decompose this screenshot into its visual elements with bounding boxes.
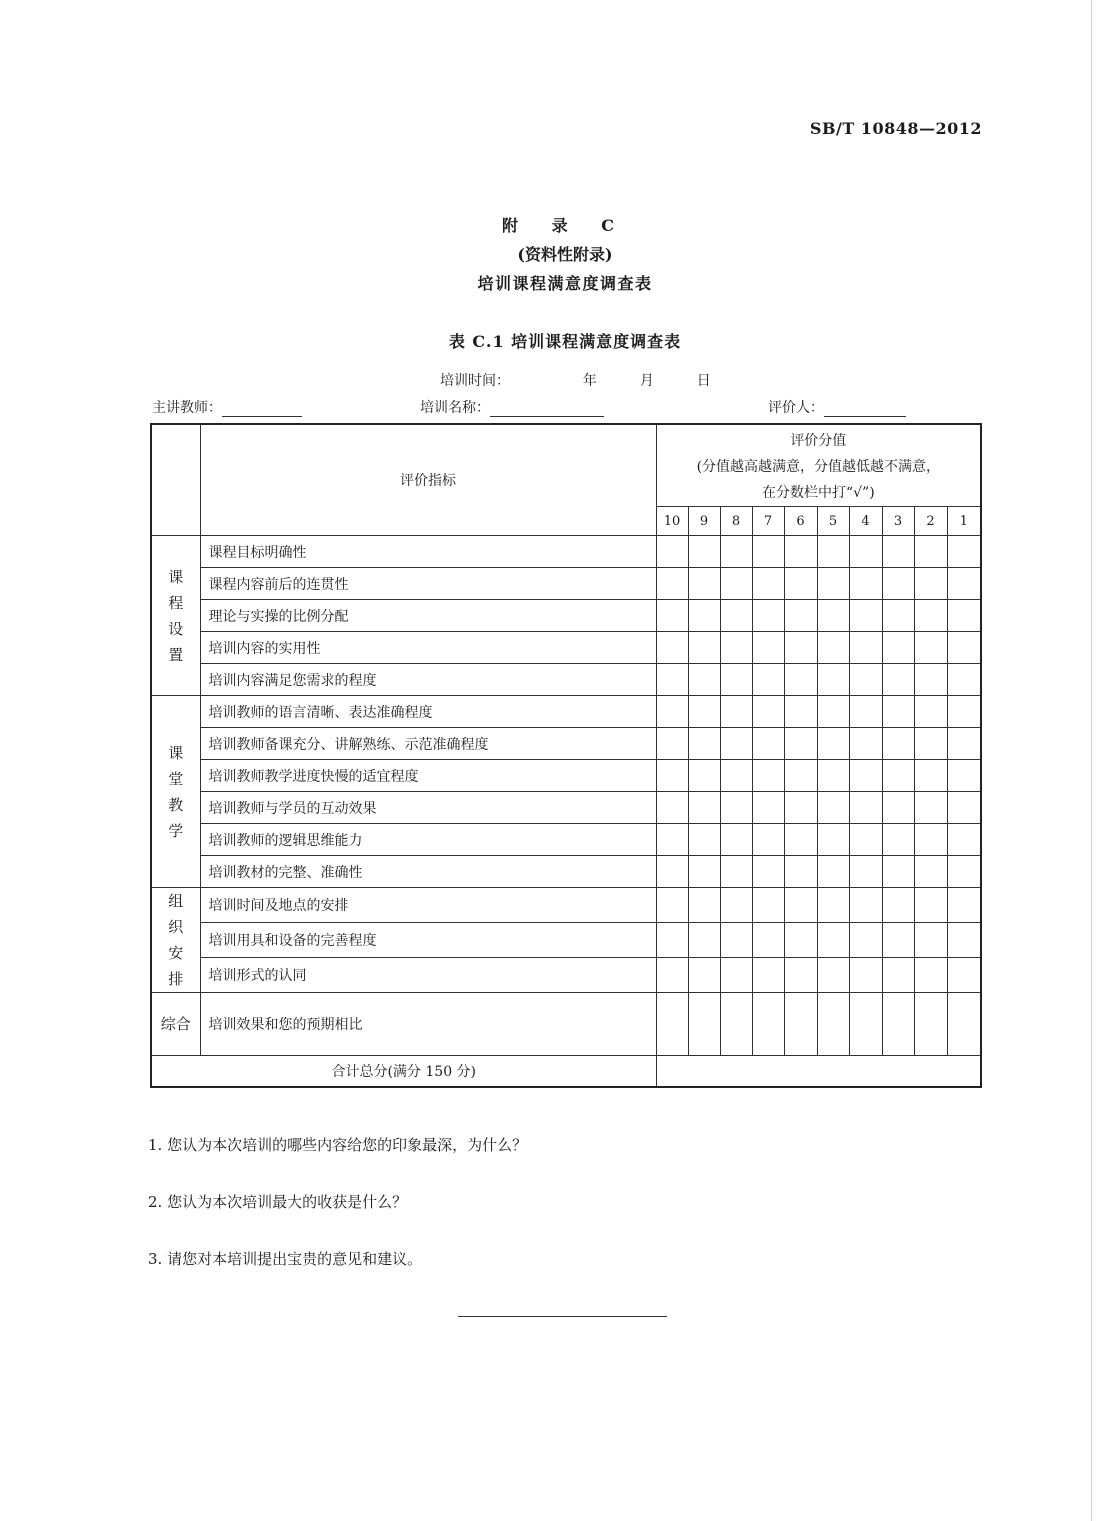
teacher-field xyxy=(152,397,302,417)
evaluator-blank[interactable] xyxy=(824,400,906,417)
criterion-cell: 培训形式的认同 xyxy=(200,958,656,993)
table-row xyxy=(151,696,981,728)
score-cell[interactable] xyxy=(688,993,720,1056)
score-cell[interactable] xyxy=(947,923,981,958)
table-row xyxy=(151,632,981,664)
criterion-cell: 培训教师与学员的互动效果 xyxy=(200,792,656,824)
score-cell[interactable] xyxy=(817,632,849,664)
score-header-line-1: 评价分值 xyxy=(790,433,847,449)
score-cell[interactable] xyxy=(784,600,817,632)
category-char: 组 xyxy=(168,892,184,910)
score-cell[interactable] xyxy=(752,923,784,958)
score-number: 7 xyxy=(752,507,784,536)
score-cell[interactable] xyxy=(817,600,849,632)
score-header-line-2: (分值越高越满意，分值越低越不满意， xyxy=(696,459,941,475)
category-cell xyxy=(151,993,200,1056)
score-cell[interactable] xyxy=(817,728,849,760)
score-cell[interactable] xyxy=(752,792,784,824)
table-row xyxy=(151,536,981,568)
score-cell[interactable] xyxy=(817,536,849,568)
appendix-title: 附 录 C xyxy=(502,216,628,235)
score-cell[interactable] xyxy=(688,536,720,568)
score-cell[interactable] xyxy=(656,696,688,728)
score-cell[interactable] xyxy=(882,536,914,568)
criterion-cell: 理论与实操的比例分配 xyxy=(200,600,656,632)
score-cell[interactable] xyxy=(817,568,849,600)
score-cell[interactable] xyxy=(849,568,882,600)
score-cell[interactable] xyxy=(720,664,752,696)
score-cell[interactable] xyxy=(656,632,688,664)
score-cell[interactable] xyxy=(688,792,720,824)
evaluator-field xyxy=(768,397,906,417)
score-cell[interactable] xyxy=(720,696,752,728)
score-cell[interactable] xyxy=(882,696,914,728)
score-cell[interactable] xyxy=(914,728,947,760)
criterion-cell: 培训教材的完整、准确性 xyxy=(200,856,656,888)
score-cell[interactable] xyxy=(849,760,882,792)
score-cell[interactable] xyxy=(720,760,752,792)
table-title: 表 C.1 培训课程满意度调查表 xyxy=(448,332,682,351)
score-cell[interactable] xyxy=(688,824,720,856)
appendix-name: 培训课程满意度调查表 xyxy=(477,274,653,293)
score-cell[interactable] xyxy=(817,792,849,824)
header-corner xyxy=(151,424,200,536)
score-cell[interactable] xyxy=(817,824,849,856)
score-cell[interactable] xyxy=(914,760,947,792)
score-cell[interactable] xyxy=(720,792,752,824)
score-number: 1 xyxy=(947,507,981,536)
table-row xyxy=(151,888,981,923)
category-cell xyxy=(151,696,200,888)
table-row xyxy=(151,664,981,696)
score-cell[interactable] xyxy=(720,568,752,600)
category-char: 程 xyxy=(168,593,184,612)
course-label: 培训名称： xyxy=(420,400,490,416)
score-cell[interactable] xyxy=(914,568,947,600)
table-row xyxy=(151,728,981,760)
criterion-cell: 培训用具和设备的完善程度 xyxy=(200,923,656,958)
score-cell[interactable] xyxy=(720,824,752,856)
score-cell[interactable] xyxy=(914,600,947,632)
score-cell[interactable] xyxy=(817,888,849,923)
score-cell[interactable] xyxy=(752,760,784,792)
score-cell[interactable] xyxy=(947,760,981,792)
score-cell[interactable] xyxy=(752,632,784,664)
score-cell[interactable] xyxy=(882,993,914,1056)
table-row xyxy=(151,760,981,792)
survey-table xyxy=(150,423,982,1088)
criterion-cell: 课程目标明确性 xyxy=(200,536,656,568)
score-cell[interactable] xyxy=(849,536,882,568)
score-cell[interactable] xyxy=(784,792,817,824)
score-cell[interactable] xyxy=(849,856,882,888)
score-cell[interactable] xyxy=(656,856,688,888)
score-cell[interactable] xyxy=(914,664,947,696)
survey-table-body xyxy=(151,424,981,1087)
score-cell[interactable] xyxy=(656,536,688,568)
score-number: 6 xyxy=(784,507,817,536)
score-cell[interactable] xyxy=(720,856,752,888)
score-cell[interactable] xyxy=(947,728,981,760)
score-cell[interactable] xyxy=(752,568,784,600)
score-cell[interactable] xyxy=(688,958,720,993)
table-row xyxy=(151,824,981,856)
score-cell[interactable] xyxy=(817,923,849,958)
score-cell[interactable] xyxy=(882,760,914,792)
criterion-cell: 培训教师备课充分、讲解熟练、示范准确程度 xyxy=(200,728,656,760)
criterion-cell: 培训内容的实用性 xyxy=(200,632,656,664)
score-cell[interactable] xyxy=(752,824,784,856)
score-number: 9 xyxy=(688,507,720,536)
score-cell[interactable] xyxy=(656,993,688,1056)
score-cell[interactable] xyxy=(947,568,981,600)
score-cell[interactable] xyxy=(656,888,688,923)
score-cell[interactable] xyxy=(752,696,784,728)
criterion-cell: 培训教师教学进度快慢的适宜程度 xyxy=(200,760,656,792)
score-number: 8 xyxy=(720,507,752,536)
score-cell[interactable] xyxy=(688,632,720,664)
score-cell[interactable] xyxy=(656,664,688,696)
score-cell[interactable] xyxy=(688,856,720,888)
score-number: 5 xyxy=(817,507,849,536)
category-char: 设 xyxy=(168,619,184,638)
score-cell[interactable] xyxy=(752,856,784,888)
criterion-cell: 培训效果和您的预期相比 xyxy=(200,993,656,1056)
training-time xyxy=(440,370,711,390)
table-row xyxy=(151,923,981,958)
course-field xyxy=(420,397,604,417)
score-cell[interactable] xyxy=(784,728,817,760)
score-cell[interactable] xyxy=(914,824,947,856)
score-cell[interactable] xyxy=(882,600,914,632)
score-cell[interactable] xyxy=(849,632,882,664)
score-cell[interactable] xyxy=(947,792,981,824)
score-cell[interactable] xyxy=(882,923,914,958)
score-cell[interactable] xyxy=(784,824,817,856)
score-cell[interactable] xyxy=(656,824,688,856)
criterion-cell: 培训教师的逻辑思维能力 xyxy=(200,824,656,856)
score-cell[interactable] xyxy=(752,958,784,993)
score-cell[interactable] xyxy=(720,993,752,1056)
table-row xyxy=(151,993,981,1056)
score-cell[interactable] xyxy=(720,728,752,760)
score-cell[interactable] xyxy=(817,958,849,993)
year-label: 年 xyxy=(582,373,597,389)
score-cell[interactable] xyxy=(882,856,914,888)
score-cell[interactable] xyxy=(688,923,720,958)
score-number: 3 xyxy=(882,507,914,536)
score-cell[interactable] xyxy=(914,696,947,728)
score-cell[interactable] xyxy=(849,696,882,728)
score-cell[interactable] xyxy=(688,760,720,792)
score-number: 2 xyxy=(914,507,947,536)
score-cell[interactable] xyxy=(947,632,981,664)
score-cell[interactable] xyxy=(656,728,688,760)
score-cell[interactable] xyxy=(882,792,914,824)
score-cell[interactable] xyxy=(688,664,720,696)
table-row xyxy=(151,856,981,888)
question-1: 1. 您认为本次培训的哪些内容给您的印象最深，为什么？ xyxy=(148,1136,528,1154)
score-header xyxy=(656,424,981,507)
score-cell[interactable] xyxy=(817,760,849,792)
score-cell[interactable] xyxy=(656,958,688,993)
category-char: 排 xyxy=(168,970,184,988)
score-cell[interactable] xyxy=(947,664,981,696)
score-cell[interactable] xyxy=(849,958,882,993)
total-row xyxy=(151,1056,981,1088)
score-cell[interactable] xyxy=(947,856,981,888)
evaluator-label: 评价人： xyxy=(768,400,824,416)
score-cell[interactable] xyxy=(784,958,817,993)
score-cell[interactable] xyxy=(882,728,914,760)
day-label: 日 xyxy=(696,373,711,389)
score-cell[interactable] xyxy=(882,958,914,993)
score-cell[interactable] xyxy=(914,923,947,958)
category-char: 置 xyxy=(168,645,184,664)
score-cell[interactable] xyxy=(947,993,981,1056)
score-cell[interactable] xyxy=(849,923,882,958)
table-row xyxy=(151,600,981,632)
score-cell[interactable] xyxy=(784,888,817,923)
end-rule xyxy=(458,1316,667,1317)
score-cell[interactable] xyxy=(688,696,720,728)
score-cell[interactable] xyxy=(914,792,947,824)
score-cell[interactable] xyxy=(882,888,914,923)
appendix-subtitle: (资料性附录) xyxy=(517,245,613,264)
training-time-label: 培训时间： xyxy=(440,373,510,389)
score-cell[interactable] xyxy=(914,536,947,568)
score-cell[interactable] xyxy=(720,923,752,958)
criterion-cell: 课程内容前后的连贯性 xyxy=(200,568,656,600)
score-cell[interactable] xyxy=(849,824,882,856)
score-cell[interactable] xyxy=(947,536,981,568)
total-label: 合计总分(满分 150 分) xyxy=(151,1056,656,1088)
score-cell[interactable] xyxy=(688,728,720,760)
score-cell[interactable] xyxy=(656,792,688,824)
score-cell[interactable] xyxy=(947,888,981,923)
score-cell[interactable] xyxy=(882,632,914,664)
score-cell[interactable] xyxy=(784,856,817,888)
score-cell[interactable] xyxy=(947,824,981,856)
score-cell[interactable] xyxy=(656,568,688,600)
score-cell[interactable] xyxy=(720,632,752,664)
teacher-label: 主讲教师： xyxy=(152,400,222,416)
score-cell[interactable] xyxy=(784,632,817,664)
indicator-header: 评价指标 xyxy=(200,424,656,536)
criterion-cell: 培训时间及地点的安排 xyxy=(200,888,656,923)
score-cell[interactable] xyxy=(784,923,817,958)
score-cell[interactable] xyxy=(656,600,688,632)
score-cell[interactable] xyxy=(947,958,981,993)
score-cell[interactable] xyxy=(720,958,752,993)
score-cell[interactable] xyxy=(752,728,784,760)
score-cell[interactable] xyxy=(947,696,981,728)
table-row xyxy=(151,792,981,824)
score-cell[interactable] xyxy=(849,664,882,696)
score-cell[interactable] xyxy=(688,568,720,600)
score-cell[interactable] xyxy=(817,993,849,1056)
score-cell[interactable] xyxy=(752,536,784,568)
score-cell[interactable] xyxy=(720,600,752,632)
score-cell[interactable] xyxy=(720,888,752,923)
category-char: 堂 xyxy=(168,769,184,788)
total-score-cell[interactable] xyxy=(656,1056,981,1088)
score-cell[interactable] xyxy=(817,696,849,728)
score-cell[interactable] xyxy=(688,888,720,923)
category-char: 学 xyxy=(168,821,184,840)
category-char: 织 xyxy=(168,918,184,936)
criterion-cell: 培训教师的语言清晰、表达准确程度 xyxy=(200,696,656,728)
month-label: 月 xyxy=(639,373,654,389)
category-char: 安 xyxy=(168,944,184,962)
score-cell[interactable] xyxy=(752,664,784,696)
score-cell[interactable] xyxy=(784,536,817,568)
category-char: 综合 xyxy=(160,1015,191,1033)
table-row xyxy=(151,568,981,600)
score-cell[interactable] xyxy=(882,568,914,600)
score-cell[interactable] xyxy=(882,824,914,856)
teacher-blank[interactable] xyxy=(222,400,302,417)
criterion-cell: 培训内容满足您需求的程度 xyxy=(200,664,656,696)
score-cell[interactable] xyxy=(914,958,947,993)
score-cell[interactable] xyxy=(914,632,947,664)
table-row xyxy=(151,958,981,993)
score-cell[interactable] xyxy=(849,888,882,923)
score-cell[interactable] xyxy=(784,760,817,792)
score-cell[interactable] xyxy=(784,993,817,1056)
score-cell[interactable] xyxy=(817,664,849,696)
score-cell[interactable] xyxy=(688,600,720,632)
score-cell[interactable] xyxy=(882,664,914,696)
category-char: 教 xyxy=(168,795,184,814)
standard-number: SB/T 10848—2012 xyxy=(809,119,982,138)
score-cell[interactable] xyxy=(656,760,688,792)
score-cell[interactable] xyxy=(817,856,849,888)
score-cell[interactable] xyxy=(784,696,817,728)
score-cell[interactable] xyxy=(947,600,981,632)
score-cell[interactable] xyxy=(849,600,882,632)
score-cell[interactable] xyxy=(914,856,947,888)
score-cell[interactable] xyxy=(784,568,817,600)
score-cell[interactable] xyxy=(849,993,882,1056)
category-char: 课 xyxy=(168,743,184,762)
score-cell[interactable] xyxy=(849,792,882,824)
score-cell[interactable] xyxy=(914,993,947,1056)
question-3: 3. 请您对本培训提出宝贵的意见和建议。 xyxy=(148,1250,423,1268)
score-number: 10 xyxy=(656,507,688,536)
score-cell[interactable] xyxy=(752,993,784,1056)
score-cell[interactable] xyxy=(914,888,947,923)
score-cell[interactable] xyxy=(720,536,752,568)
category-char: 课 xyxy=(168,567,184,586)
question-2: 2. 您认为本次培训最大的收获是什么？ xyxy=(148,1193,408,1211)
score-cell[interactable] xyxy=(849,728,882,760)
score-number: 4 xyxy=(849,507,882,536)
score-header-line-3: 在分数栏中打“√”) xyxy=(761,485,875,501)
course-blank[interactable] xyxy=(490,400,604,417)
score-cell[interactable] xyxy=(752,600,784,632)
score-cell[interactable] xyxy=(784,664,817,696)
score-cell[interactable] xyxy=(752,888,784,923)
score-cell[interactable] xyxy=(656,923,688,958)
category-cell xyxy=(151,536,200,696)
category-cell xyxy=(151,888,200,993)
